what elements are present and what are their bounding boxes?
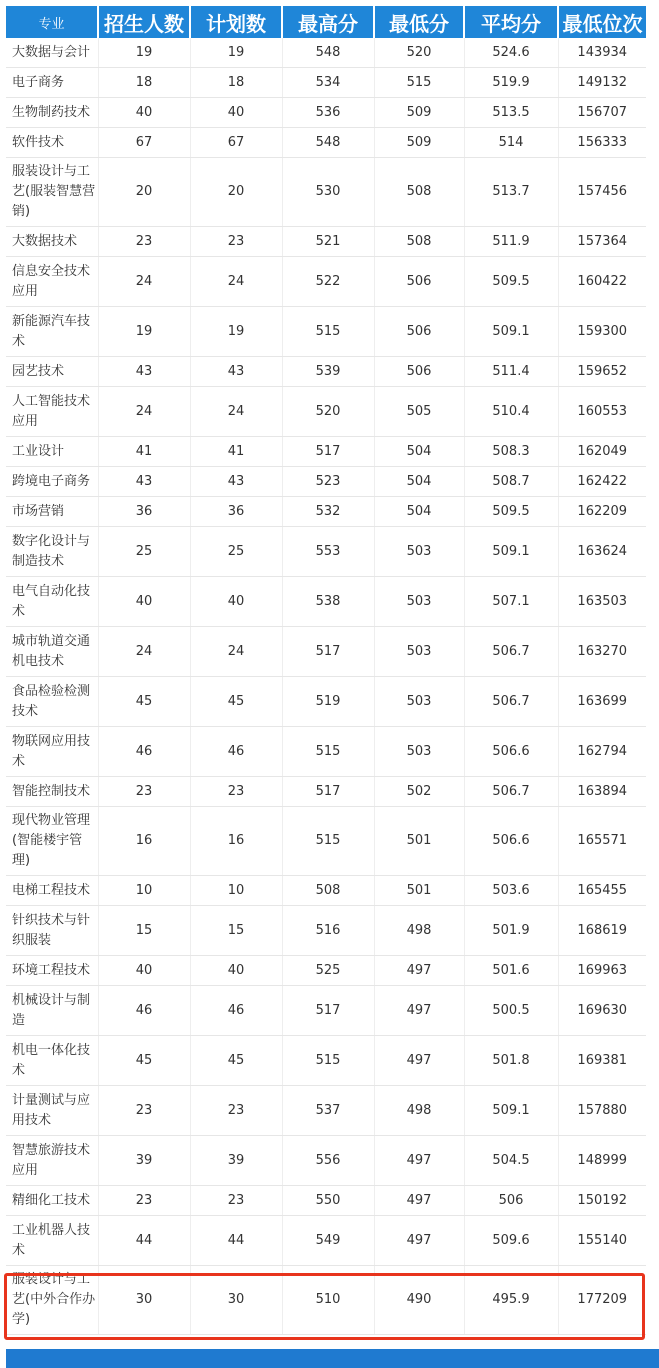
avg-score-cell: 524.6 [464, 38, 558, 68]
major-cell: 生物制药技术 [6, 98, 98, 128]
table-row [6, 467, 646, 497]
min-score-cell: 503 [374, 727, 464, 777]
table-row [6, 627, 646, 677]
max-score-cell: 517 [282, 777, 374, 807]
min-rank-cell: 169630 [558, 986, 646, 1036]
min-rank-cell: 159652 [558, 357, 646, 387]
min-score-cell: 515 [374, 68, 464, 98]
plan-cell: 36 [190, 497, 282, 527]
table-row [6, 986, 646, 1036]
enrolled-cell: 24 [98, 627, 190, 677]
plan-cell: 23 [190, 777, 282, 807]
min-score-cell: 509 [374, 128, 464, 158]
enrolled-cell: 23 [98, 1186, 190, 1216]
min-score-cell: 506 [374, 307, 464, 357]
max-score-cell: 538 [282, 577, 374, 627]
plan-cell: 43 [190, 467, 282, 497]
max-score-cell: 515 [282, 807, 374, 876]
table-row [6, 876, 646, 906]
table-row [6, 227, 646, 257]
plan-cell: 24 [190, 627, 282, 677]
min-rank-cell: 163624 [558, 527, 646, 577]
enrolled-cell: 23 [98, 777, 190, 807]
min-score-cell: 502 [374, 777, 464, 807]
plan-cell: 30 [190, 1266, 282, 1335]
table-row [6, 437, 646, 467]
enrolled-cell: 43 [98, 467, 190, 497]
enrolled-cell: 25 [98, 527, 190, 577]
table-row [6, 68, 646, 98]
min-rank-cell: 148999 [558, 1136, 646, 1186]
enrolled-cell: 44 [98, 1216, 190, 1266]
enrolled-cell: 45 [98, 1036, 190, 1086]
major-cell: 电梯工程技术 [6, 876, 98, 906]
min-rank-cell: 162209 [558, 497, 646, 527]
table-row [6, 1186, 646, 1216]
min-rank-cell: 160553 [558, 387, 646, 437]
table-row [6, 1136, 646, 1186]
max-score-cell: 515 [282, 727, 374, 777]
min-rank-cell: 163699 [558, 677, 646, 727]
table-row [6, 307, 646, 357]
max-score-cell: 522 [282, 257, 374, 307]
enrolled-cell: 40 [98, 577, 190, 627]
max-score-cell: 525 [282, 956, 374, 986]
enrolled-cell: 24 [98, 257, 190, 307]
avg-score-cell: 503.6 [464, 876, 558, 906]
enrolled-cell: 46 [98, 986, 190, 1036]
score-table-container [6, 6, 646, 1335]
avg-score-cell: 501.6 [464, 956, 558, 986]
major-cell: 服装设计与工艺(服装智慧营销) [6, 158, 98, 227]
enrolled-cell: 15 [98, 906, 190, 956]
avg-score-cell: 508.3 [464, 437, 558, 467]
plan-cell: 46 [190, 727, 282, 777]
plan-cell: 16 [190, 807, 282, 876]
bottom-bar [6, 1349, 659, 1368]
plan-cell: 18 [190, 68, 282, 98]
min-score-cell: 497 [374, 1216, 464, 1266]
min-rank-cell: 162049 [558, 437, 646, 467]
major-cell: 新能源汽车技术 [6, 307, 98, 357]
major-cell: 机电一体化技术 [6, 1036, 98, 1086]
admission-score-table [6, 6, 646, 1335]
enrolled-cell: 18 [98, 68, 190, 98]
max-score-cell: 521 [282, 227, 374, 257]
min-score-cell: 520 [374, 38, 464, 68]
plan-cell: 25 [190, 527, 282, 577]
max-score-cell: 548 [282, 128, 374, 158]
avg-score-cell: 504.5 [464, 1136, 558, 1186]
enrolled-cell: 39 [98, 1136, 190, 1186]
table-header [6, 6, 646, 38]
min-score-cell: 501 [374, 876, 464, 906]
plan-cell: 43 [190, 357, 282, 387]
min-score-cell: 503 [374, 577, 464, 627]
table-row [6, 527, 646, 577]
min-score-cell: 503 [374, 527, 464, 577]
max-score-cell: 523 [282, 467, 374, 497]
avg-score-cell: 510.4 [464, 387, 558, 437]
max-score-cell: 519 [282, 677, 374, 727]
min-score-cell: 504 [374, 437, 464, 467]
max-score-cell: 536 [282, 98, 374, 128]
enrolled-cell: 45 [98, 677, 190, 727]
plan-cell: 67 [190, 128, 282, 158]
avg-score-cell: 509.5 [464, 257, 558, 307]
avg-score-cell: 506.6 [464, 807, 558, 876]
table-row [6, 1036, 646, 1086]
min-score-cell: 505 [374, 387, 464, 437]
table-body [6, 38, 646, 1335]
min-score-cell: 497 [374, 1136, 464, 1186]
max-score-cell: 515 [282, 1036, 374, 1086]
min-score-cell: 503 [374, 627, 464, 677]
major-cell: 数字化设计与制造技术 [6, 527, 98, 577]
avg-score-cell: 509.6 [464, 1216, 558, 1266]
max-score-cell: 530 [282, 158, 374, 227]
table-row [6, 777, 646, 807]
enrolled-cell: 16 [98, 807, 190, 876]
min-rank-cell: 157880 [558, 1086, 646, 1136]
plan-cell: 40 [190, 956, 282, 986]
avg-score-cell: 495.9 [464, 1266, 558, 1335]
min-rank-cell: 160422 [558, 257, 646, 307]
major-cell: 工业设计 [6, 437, 98, 467]
max-score-cell: 508 [282, 876, 374, 906]
table-row [6, 956, 646, 986]
min-rank-cell: 155140 [558, 1216, 646, 1266]
enrolled-cell: 23 [98, 1086, 190, 1136]
max-score-cell: 516 [282, 906, 374, 956]
major-cell: 针织技术与针织服装 [6, 906, 98, 956]
enrolled-cell: 19 [98, 307, 190, 357]
max-score-cell: 549 [282, 1216, 374, 1266]
min-score-cell: 497 [374, 956, 464, 986]
min-rank-cell: 165571 [558, 807, 646, 876]
header-min-rank: 最低位次 [558, 6, 646, 38]
min-score-cell: 509 [374, 98, 464, 128]
major-cell: 软件技术 [6, 128, 98, 158]
enrolled-cell: 40 [98, 98, 190, 128]
min-score-cell: 503 [374, 677, 464, 727]
avg-score-cell: 501.9 [464, 906, 558, 956]
min-score-cell: 504 [374, 467, 464, 497]
table-row [6, 1216, 646, 1266]
min-rank-cell: 149132 [558, 68, 646, 98]
max-score-cell: 517 [282, 437, 374, 467]
enrolled-cell: 19 [98, 38, 190, 68]
enrolled-cell: 43 [98, 357, 190, 387]
min-rank-cell: 169963 [558, 956, 646, 986]
major-cell: 精细化工技术 [6, 1186, 98, 1216]
min-rank-cell: 163503 [558, 577, 646, 627]
max-score-cell: 550 [282, 1186, 374, 1216]
major-cell: 大数据与会计 [6, 38, 98, 68]
table-row [6, 807, 646, 876]
avg-score-cell: 506.7 [464, 627, 558, 677]
major-cell: 服装设计与工艺(中外合作办学) [6, 1266, 98, 1335]
header-enrolled: 招生人数 [98, 6, 190, 38]
header-min-score: 最低分 [374, 6, 464, 38]
enrolled-cell: 10 [98, 876, 190, 906]
table-row [6, 677, 646, 727]
min-score-cell: 501 [374, 807, 464, 876]
table-row [6, 1266, 646, 1335]
plan-cell: 24 [190, 257, 282, 307]
avg-score-cell: 514 [464, 128, 558, 158]
max-score-cell: 556 [282, 1136, 374, 1186]
enrolled-cell: 40 [98, 956, 190, 986]
min-score-cell: 508 [374, 158, 464, 227]
enrolled-cell: 67 [98, 128, 190, 158]
major-cell: 电气自动化技术 [6, 577, 98, 627]
plan-cell: 23 [190, 1086, 282, 1136]
min-rank-cell: 162794 [558, 727, 646, 777]
major-cell: 智慧旅游技术应用 [6, 1136, 98, 1186]
max-score-cell: 534 [282, 68, 374, 98]
min-score-cell: 498 [374, 906, 464, 956]
avg-score-cell: 507.1 [464, 577, 558, 627]
plan-cell: 23 [190, 1186, 282, 1216]
major-cell: 跨境电子商务 [6, 467, 98, 497]
major-cell: 食品检验检测技术 [6, 677, 98, 727]
enrolled-cell: 30 [98, 1266, 190, 1335]
plan-cell: 20 [190, 158, 282, 227]
min-rank-cell: 157456 [558, 158, 646, 227]
avg-score-cell: 506.6 [464, 727, 558, 777]
major-cell: 现代物业管理(智能楼宇管理) [6, 807, 98, 876]
plan-cell: 41 [190, 437, 282, 467]
min-score-cell: 504 [374, 497, 464, 527]
table-row [6, 387, 646, 437]
table-row [6, 727, 646, 777]
table-row [6, 257, 646, 307]
avg-score-cell: 509.1 [464, 527, 558, 577]
plan-cell: 23 [190, 227, 282, 257]
major-cell: 机械设计与制造 [6, 986, 98, 1036]
avg-score-cell: 509.5 [464, 497, 558, 527]
min-score-cell: 506 [374, 257, 464, 307]
max-score-cell: 517 [282, 986, 374, 1036]
min-rank-cell: 163894 [558, 777, 646, 807]
avg-score-cell: 501.8 [464, 1036, 558, 1086]
avg-score-cell: 519.9 [464, 68, 558, 98]
plan-cell: 45 [190, 677, 282, 727]
avg-score-cell: 513.7 [464, 158, 558, 227]
major-cell: 电子商务 [6, 68, 98, 98]
min-rank-cell: 177209 [558, 1266, 646, 1335]
min-rank-cell: 162422 [558, 467, 646, 497]
min-score-cell: 490 [374, 1266, 464, 1335]
avg-score-cell: 508.7 [464, 467, 558, 497]
min-score-cell: 508 [374, 227, 464, 257]
avg-score-cell: 506.7 [464, 677, 558, 727]
enrolled-cell: 23 [98, 227, 190, 257]
major-cell: 物联网应用技术 [6, 727, 98, 777]
header-avg-score: 平均分 [464, 6, 558, 38]
avg-score-cell: 506.7 [464, 777, 558, 807]
plan-cell: 15 [190, 906, 282, 956]
avg-score-cell: 511.9 [464, 227, 558, 257]
min-rank-cell: 168619 [558, 906, 646, 956]
major-cell: 计量测试与应用技术 [6, 1086, 98, 1136]
enrolled-cell: 20 [98, 158, 190, 227]
avg-score-cell: 509.1 [464, 307, 558, 357]
plan-cell: 24 [190, 387, 282, 437]
enrolled-cell: 36 [98, 497, 190, 527]
plan-cell: 45 [190, 1036, 282, 1086]
min-rank-cell: 169381 [558, 1036, 646, 1086]
min-score-cell: 497 [374, 1186, 464, 1216]
max-score-cell: 537 [282, 1086, 374, 1136]
avg-score-cell: 511.4 [464, 357, 558, 387]
table-row [6, 128, 646, 158]
plan-cell: 19 [190, 38, 282, 68]
max-score-cell: 510 [282, 1266, 374, 1335]
header-max-score: 最高分 [282, 6, 374, 38]
table-row [6, 158, 646, 227]
min-score-cell: 497 [374, 986, 464, 1036]
max-score-cell: 539 [282, 357, 374, 387]
min-score-cell: 497 [374, 1036, 464, 1086]
min-rank-cell: 156707 [558, 98, 646, 128]
min-rank-cell: 165455 [558, 876, 646, 906]
min-rank-cell: 157364 [558, 227, 646, 257]
major-cell: 信息安全技术应用 [6, 257, 98, 307]
min-score-cell: 498 [374, 1086, 464, 1136]
plan-cell: 39 [190, 1136, 282, 1186]
min-rank-cell: 163270 [558, 627, 646, 677]
min-score-cell: 506 [374, 357, 464, 387]
header-major: 专业 [6, 6, 98, 38]
plan-cell: 10 [190, 876, 282, 906]
plan-cell: 44 [190, 1216, 282, 1266]
plan-cell: 19 [190, 307, 282, 357]
max-score-cell: 553 [282, 527, 374, 577]
min-rank-cell: 156333 [558, 128, 646, 158]
major-cell: 大数据技术 [6, 227, 98, 257]
min-rank-cell: 143934 [558, 38, 646, 68]
avg-score-cell: 509.1 [464, 1086, 558, 1136]
enrolled-cell: 46 [98, 727, 190, 777]
major-cell: 环境工程技术 [6, 956, 98, 986]
header-row [6, 6, 646, 38]
table-row [6, 98, 646, 128]
major-cell: 城市轨道交通机电技术 [6, 627, 98, 677]
table-row [6, 357, 646, 387]
plan-cell: 40 [190, 98, 282, 128]
major-cell: 工业机器人技术 [6, 1216, 98, 1266]
enrolled-cell: 24 [98, 387, 190, 437]
avg-score-cell: 513.5 [464, 98, 558, 128]
table-row [6, 1086, 646, 1136]
avg-score-cell: 500.5 [464, 986, 558, 1036]
min-rank-cell: 150192 [558, 1186, 646, 1216]
avg-score-cell: 506 [464, 1186, 558, 1216]
plan-cell: 40 [190, 577, 282, 627]
table-row [6, 577, 646, 627]
enrolled-cell: 41 [98, 437, 190, 467]
major-cell: 智能控制技术 [6, 777, 98, 807]
major-cell: 市场营销 [6, 497, 98, 527]
header-plan: 计划数 [190, 6, 282, 38]
major-cell: 园艺技术 [6, 357, 98, 387]
major-cell: 人工智能技术应用 [6, 387, 98, 437]
max-score-cell: 520 [282, 387, 374, 437]
max-score-cell: 517 [282, 627, 374, 677]
max-score-cell: 532 [282, 497, 374, 527]
max-score-cell: 548 [282, 38, 374, 68]
table-row [6, 497, 646, 527]
table-row [6, 38, 646, 68]
table-row [6, 906, 646, 956]
plan-cell: 46 [190, 986, 282, 1036]
min-rank-cell: 159300 [558, 307, 646, 357]
max-score-cell: 515 [282, 307, 374, 357]
